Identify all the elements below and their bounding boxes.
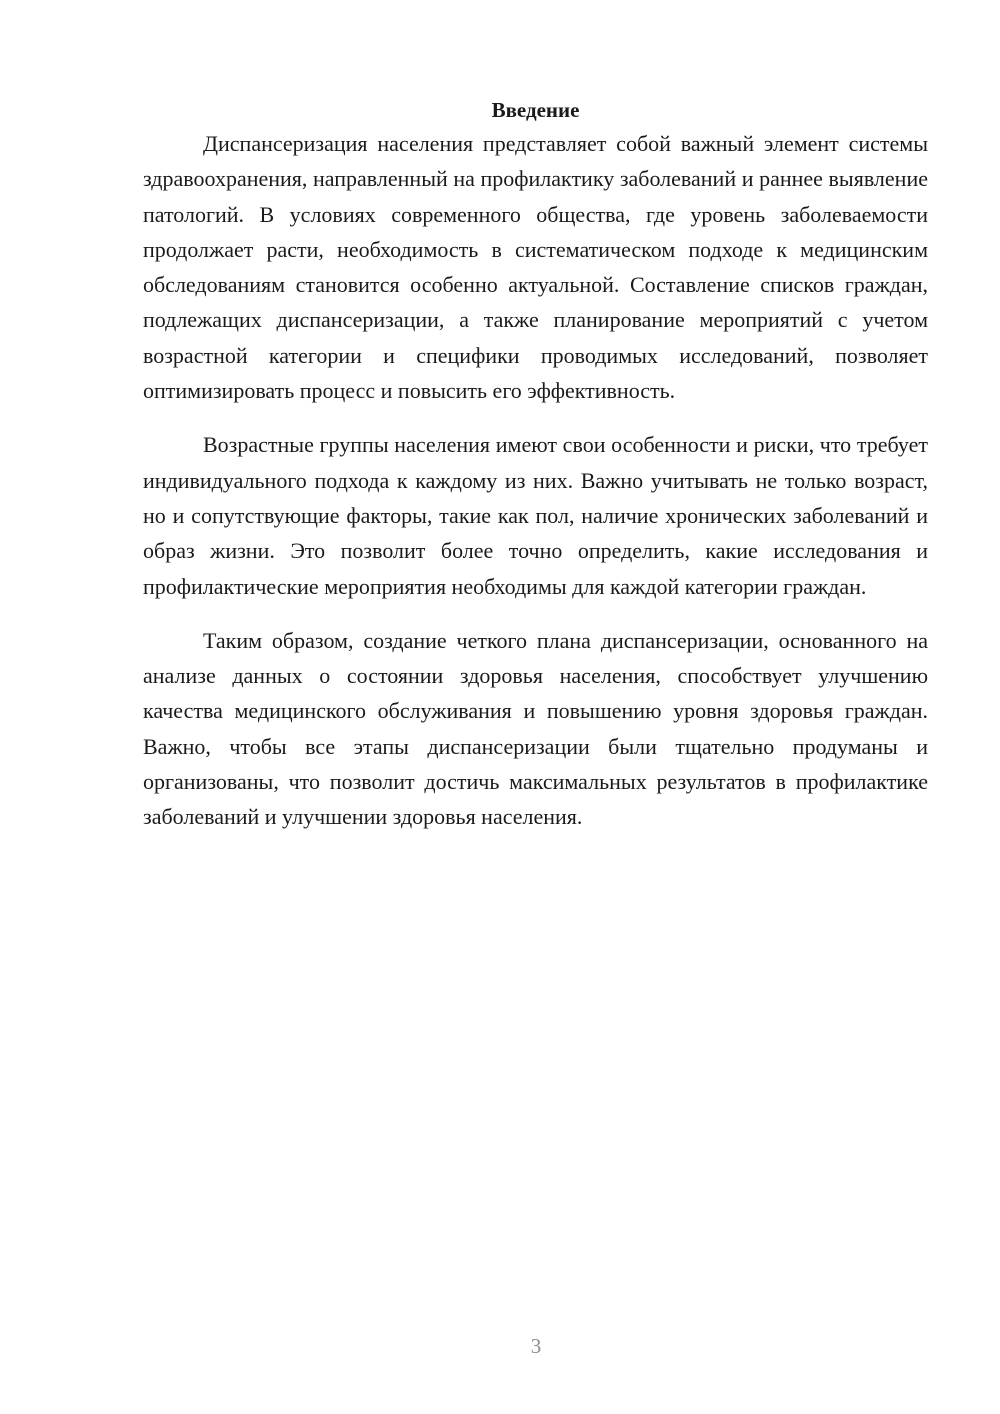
paragraph-1: Диспансеризация населения представляет собой важный элемент системы здравоохранения, направленный на профилактику заболеваний и раннее выявление патологий. В условиях современного общества, где уровень заболеваемости продолжает расти, необходимость в систематическом подходе к медицинским обследованиям становится особенно актуальной. Составление списков граждан, подлежащих диспансеризации, а также планирование мероприятий с учетом возрастной категории и специфики проводимых исследований, позволяет оптимизировать процесс и повысить его эффективность.: [143, 131, 928, 404]
page-content: [143, 92, 928, 835]
page-number: 3: [530, 1334, 542, 1358]
section-heading: Введение: [491, 98, 580, 122]
paragraph-3: Таким образом, создание четкого плана диспансеризации, основанного на анализе данных о состоянии здоровья населения, способствует улучшению качества медицинского обслуживания и повышению уровня здоровья граждан. Важно, чтобы все этапы диспансеризации были тщательно продуманы и организованы, что позволит достичь максимальных результатов в профилактике заболеваний и улучшении здоровья населения.: [143, 627, 928, 830]
paragraph-2: Возрастные группы населения имеют свои особенности и риски, что требует индивидуального подхода к каждому из них. Важно учитывать не только возраст, но и сопутствующие факторы, такие как пол, наличие хронических заболеваний и образ жизни. Это позволит более точно определить, какие исследования и профилактические мероприятия необходимы для каждой категории граждан.: [143, 432, 928, 599]
